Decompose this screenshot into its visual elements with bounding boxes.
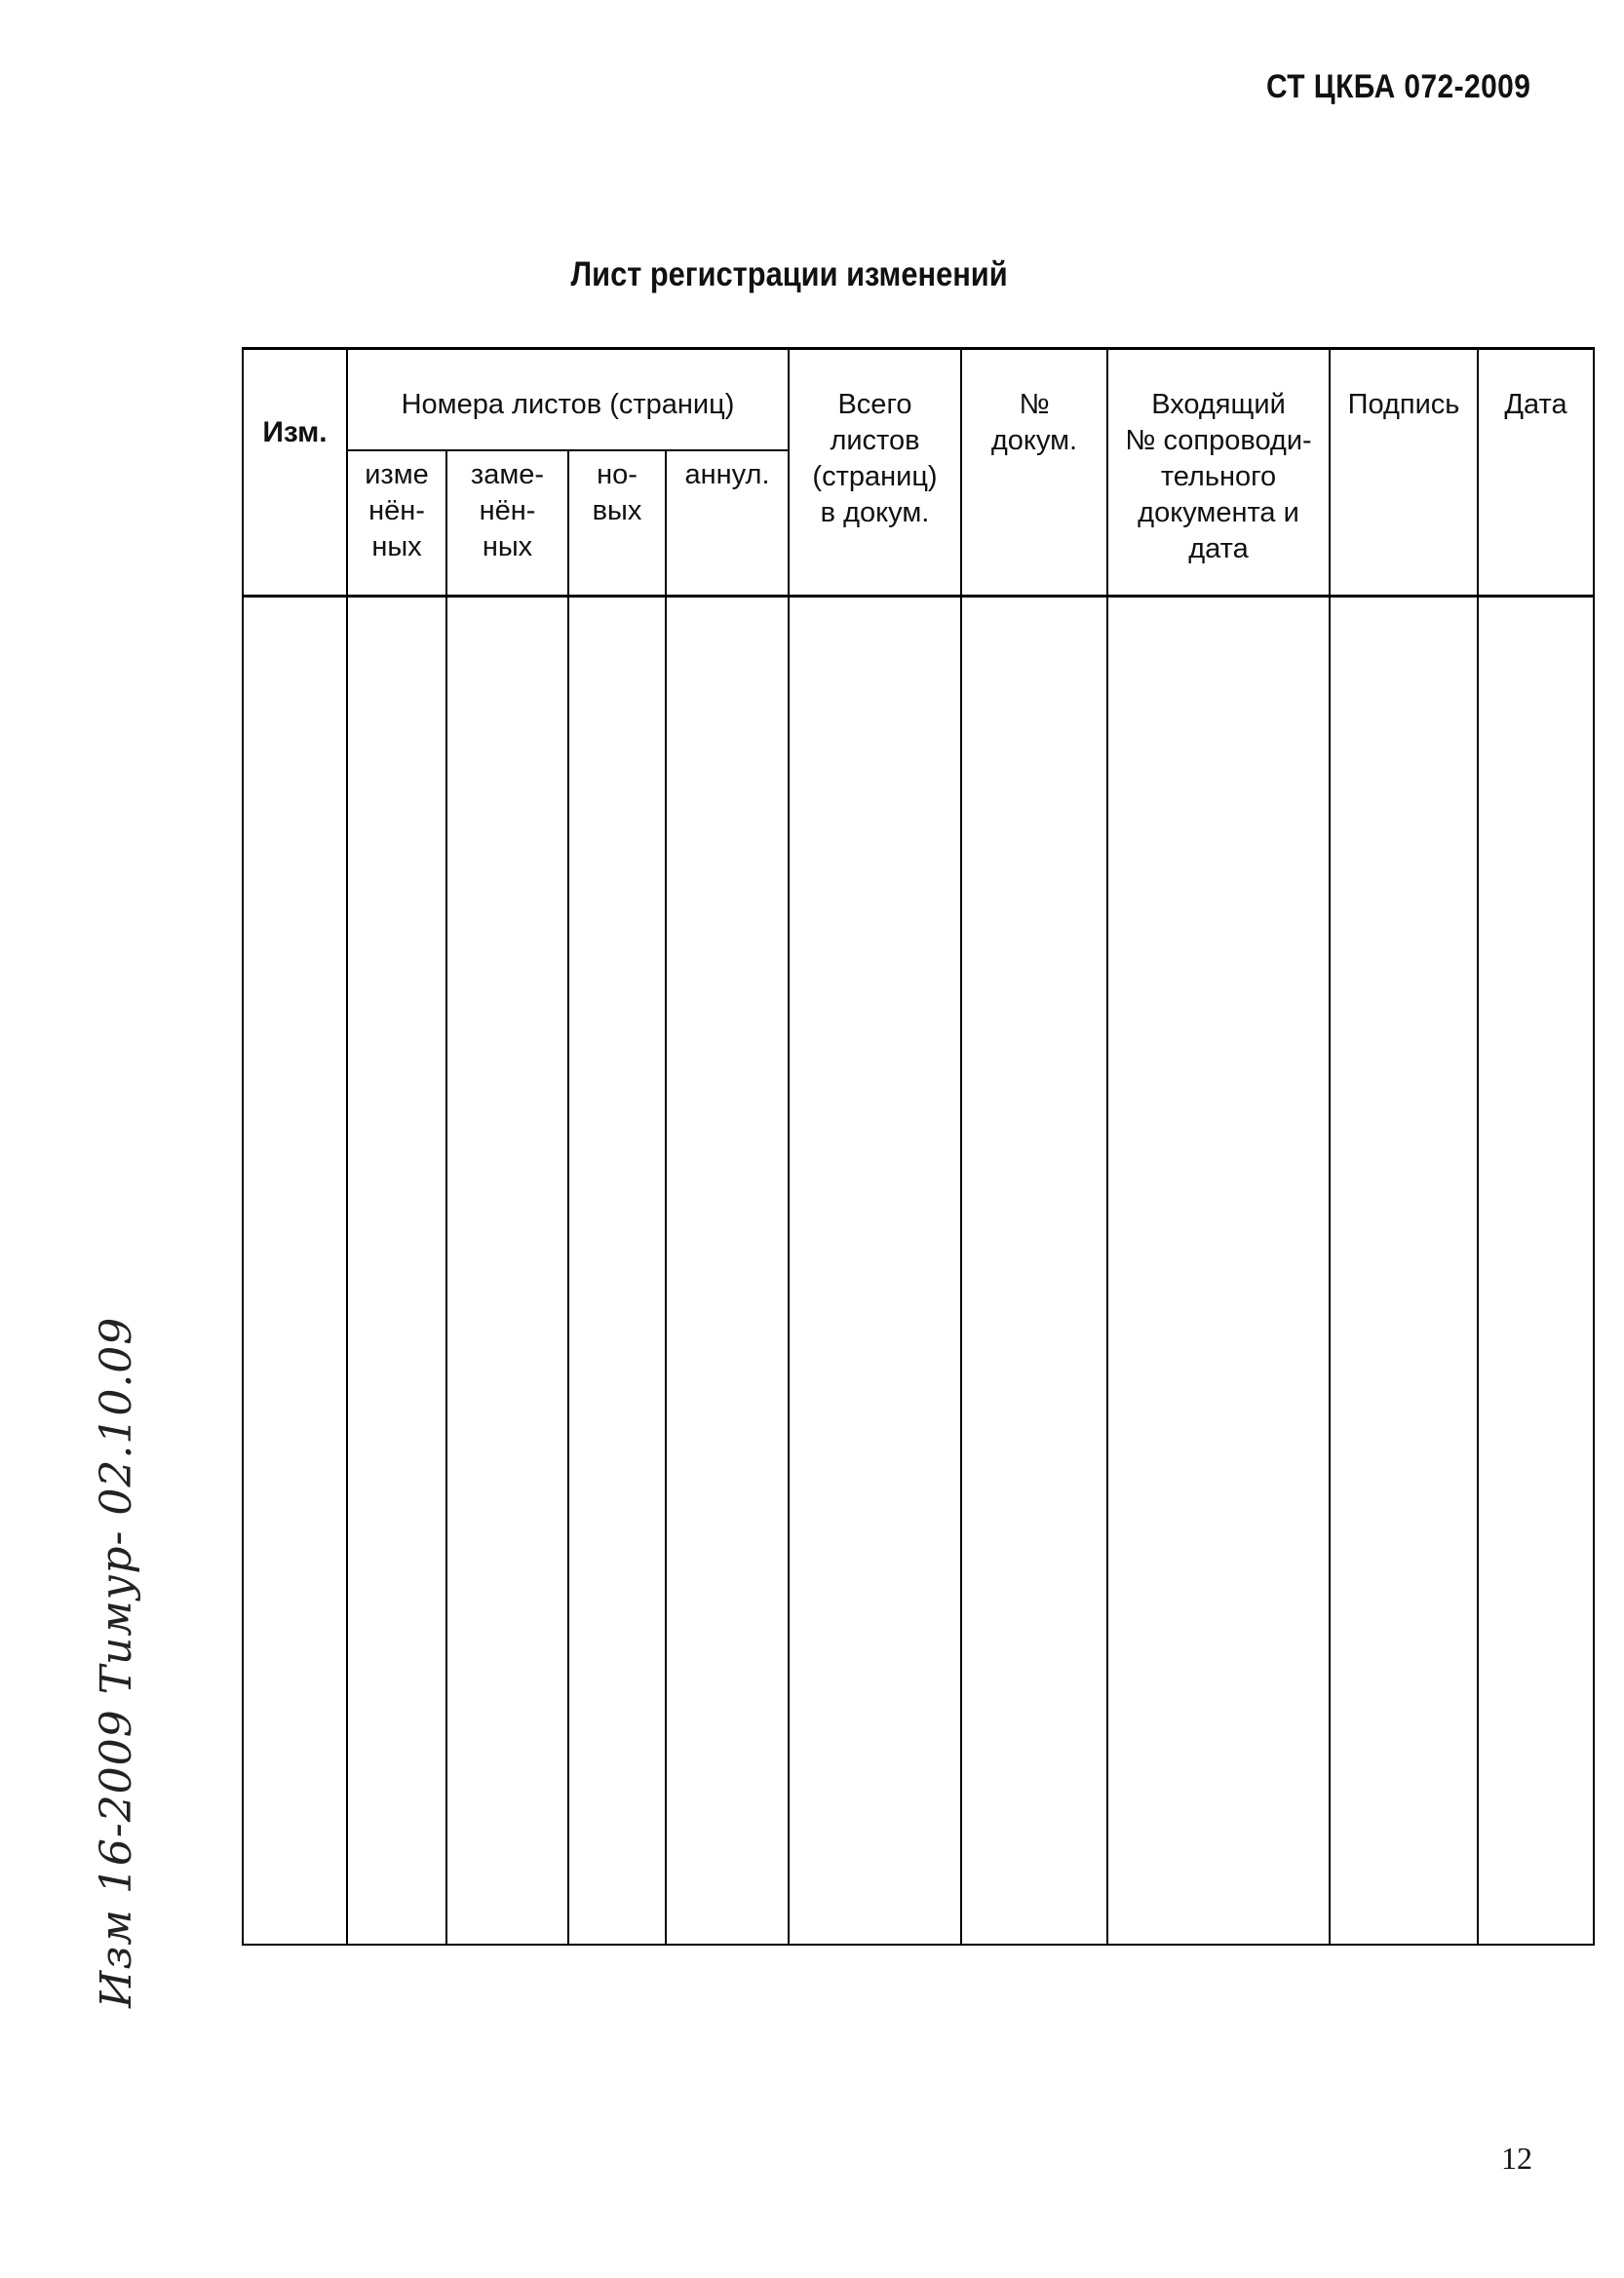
cell-date <box>1478 596 1594 1945</box>
header-incoming-doc: Входящий № сопроводи- тельного документа и дата <box>1107 349 1330 597</box>
cell-changed <box>347 596 446 1945</box>
cell-doc-number <box>961 596 1107 1945</box>
cell-incoming-doc <box>1107 596 1330 1945</box>
cell-total-sheets <box>789 596 961 1945</box>
cell-signature <box>1330 596 1478 1945</box>
header-sheet-numbers: Номера листов (страниц) <box>347 349 789 451</box>
page-number: 12 <box>1501 2141 1532 2176</box>
subheader-replaced: заме- нён- ных <box>446 450 568 596</box>
header-signature: Подпись <box>1330 349 1478 597</box>
header-izm: Изм. <box>243 349 347 597</box>
page-title: Лист регистрации изменений <box>570 255 1008 293</box>
document-code: СТ ЦКБА 072-2009 <box>1265 68 1530 105</box>
subheader-annulled: аннул. <box>666 450 789 596</box>
subheader-changed: изме нён- ных <box>347 450 446 596</box>
cell-new <box>568 596 666 1945</box>
change-registration-table <box>242 347 1595 1946</box>
table-row <box>243 596 1594 1945</box>
header-date: Дата <box>1478 349 1594 597</box>
cell-izm <box>243 596 347 1945</box>
cell-annulled <box>666 596 789 1945</box>
header-doc-number: № докум. <box>961 349 1107 597</box>
cell-replaced <box>446 596 568 1945</box>
header-total-sheets: Всего листов (страниц) в докум. <box>789 349 961 597</box>
subheader-new: но- вых <box>568 450 666 596</box>
handwritten-margin-note: Изм 16-2009 Тимур- 02.10.09 <box>92 1316 141 2008</box>
